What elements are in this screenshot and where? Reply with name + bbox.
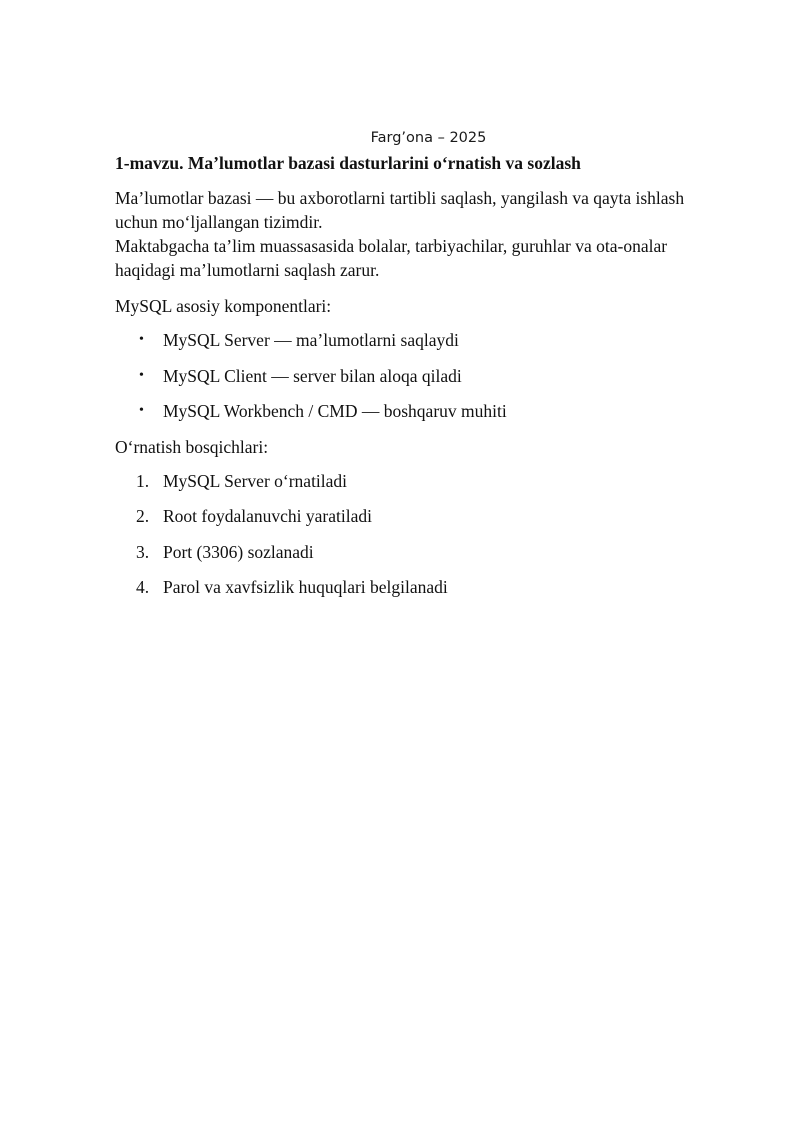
step-number: 2. bbox=[136, 506, 150, 526]
list-item-text: MySQL Server o‘rnatiladi bbox=[163, 470, 348, 491]
document-body bbox=[115, 152, 745, 611]
bullet-marker: • bbox=[139, 403, 144, 418]
topic-heading: 1-mavzu. Ma’lumotlar bazasi dasturlarini o‘rnatish va sozlash bbox=[115, 153, 581, 173]
list-item-text: Root foydalanuvchi yaratiladi bbox=[163, 506, 372, 526]
install-steps-list bbox=[115, 469, 745, 600]
intro-paragraph bbox=[115, 186, 745, 282]
intro-line: uchun mo‘ljallangan tizimdir. bbox=[115, 212, 323, 232]
list-item-text: Parol va xavfsizlik huquqlari belgilanadi bbox=[163, 577, 448, 597]
step-number: 4. bbox=[136, 577, 150, 597]
components-list bbox=[115, 328, 745, 423]
list-item bbox=[115, 328, 745, 352]
intro-line: haqidagi ma’lumotlarni saqlash zarur. bbox=[115, 260, 380, 280]
list-item bbox=[115, 469, 745, 493]
list-item-text: Port (3306) sozlanadi bbox=[163, 541, 314, 562]
bullet-marker: • bbox=[139, 332, 144, 347]
list-item bbox=[115, 575, 745, 599]
list-item bbox=[115, 399, 745, 423]
bullet-marker: • bbox=[139, 367, 144, 383]
city-date-caption: Farg’ona – 2025 bbox=[370, 130, 487, 146]
components-title: MySQL asosiy komponentlari: bbox=[115, 296, 332, 316]
step-number: 1. bbox=[136, 470, 150, 491]
install-title: O‘rnatish bosqichlari: bbox=[115, 436, 269, 457]
step-number: 3. bbox=[136, 541, 150, 562]
intro-line: Ma’lumotlar bazasi — bu axborotlarni tartibli saqlash, yangilash va qayta ishlash bbox=[115, 188, 685, 208]
list-item-text: MySQL Server — ma’lumotlarni saqlaydi bbox=[163, 330, 459, 350]
intro-line: Maktabgacha ta’lim muassasasida bolalar, tarbiyachilar, guruhlar va ota-onalar bbox=[115, 236, 668, 256]
list-item-text: MySQL Client — server bilan aloqa qiladi bbox=[163, 365, 462, 386]
list-item bbox=[115, 540, 745, 564]
list-item bbox=[115, 364, 745, 388]
list-item-text: MySQL Workbench / CMD — boshqaruv muhiti bbox=[163, 401, 507, 421]
list-item bbox=[115, 504, 745, 528]
